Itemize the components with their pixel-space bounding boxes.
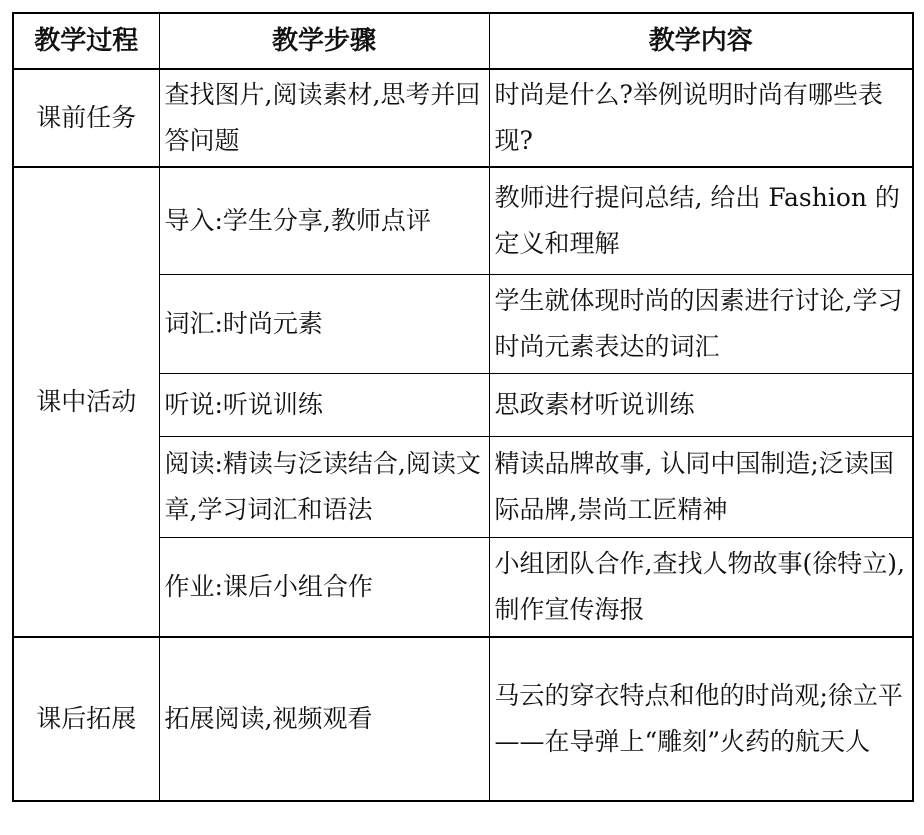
step-cell: 听说:听说训练 xyxy=(159,374,489,437)
table-row xyxy=(13,69,913,167)
table-header-row xyxy=(13,13,913,69)
header-teaching-content: 教学内容 xyxy=(489,13,913,69)
content-cell: 学生就体现时尚的因素进行讨论,学习时尚元素表达的词汇 xyxy=(489,275,913,374)
teaching-process-table xyxy=(12,12,914,802)
phase-cell: 课中活动 xyxy=(13,167,159,637)
content-cell: 小组团队合作,查找人物故事(徐特立),制作宣传海报 xyxy=(489,538,913,638)
header-teaching-process: 教学过程 xyxy=(13,13,159,69)
step-cell: 拓展阅读,视频观看 xyxy=(159,637,489,801)
content-cell: 精读品牌故事, 认同中国制造;泛读国际品牌,崇尚工匠精神 xyxy=(489,437,913,538)
content-cell: 马云的穿衣特点和他的时尚观;徐立平——在导弹上“雕刻”火药的航天人 xyxy=(489,637,913,801)
step-cell: 词汇:时尚元素 xyxy=(159,275,489,374)
content-cell: 教师进行提问总结, 给出 Fashion 的定义和理解 xyxy=(489,167,913,275)
table-row xyxy=(13,167,913,275)
step-cell: 作业:课后小组合作 xyxy=(159,538,489,638)
step-cell: 导入:学生分享,教师点评 xyxy=(159,167,489,275)
phase-cell: 课后拓展 xyxy=(13,637,159,801)
teaching-process-table-container xyxy=(12,12,914,802)
content-cell: 时尚是什么?举例说明时尚有哪些表现? xyxy=(489,69,913,167)
step-cell: 阅读:精读与泛读结合,阅读文章,学习词汇和语法 xyxy=(159,437,489,538)
content-cell: 思政素材听说训练 xyxy=(489,374,913,437)
table-row xyxy=(13,637,913,801)
step-cell: 查找图片,阅读素材,思考并回答问题 xyxy=(159,69,489,167)
phase-cell: 课前任务 xyxy=(13,69,159,167)
header-teaching-steps: 教学步骤 xyxy=(159,13,489,69)
